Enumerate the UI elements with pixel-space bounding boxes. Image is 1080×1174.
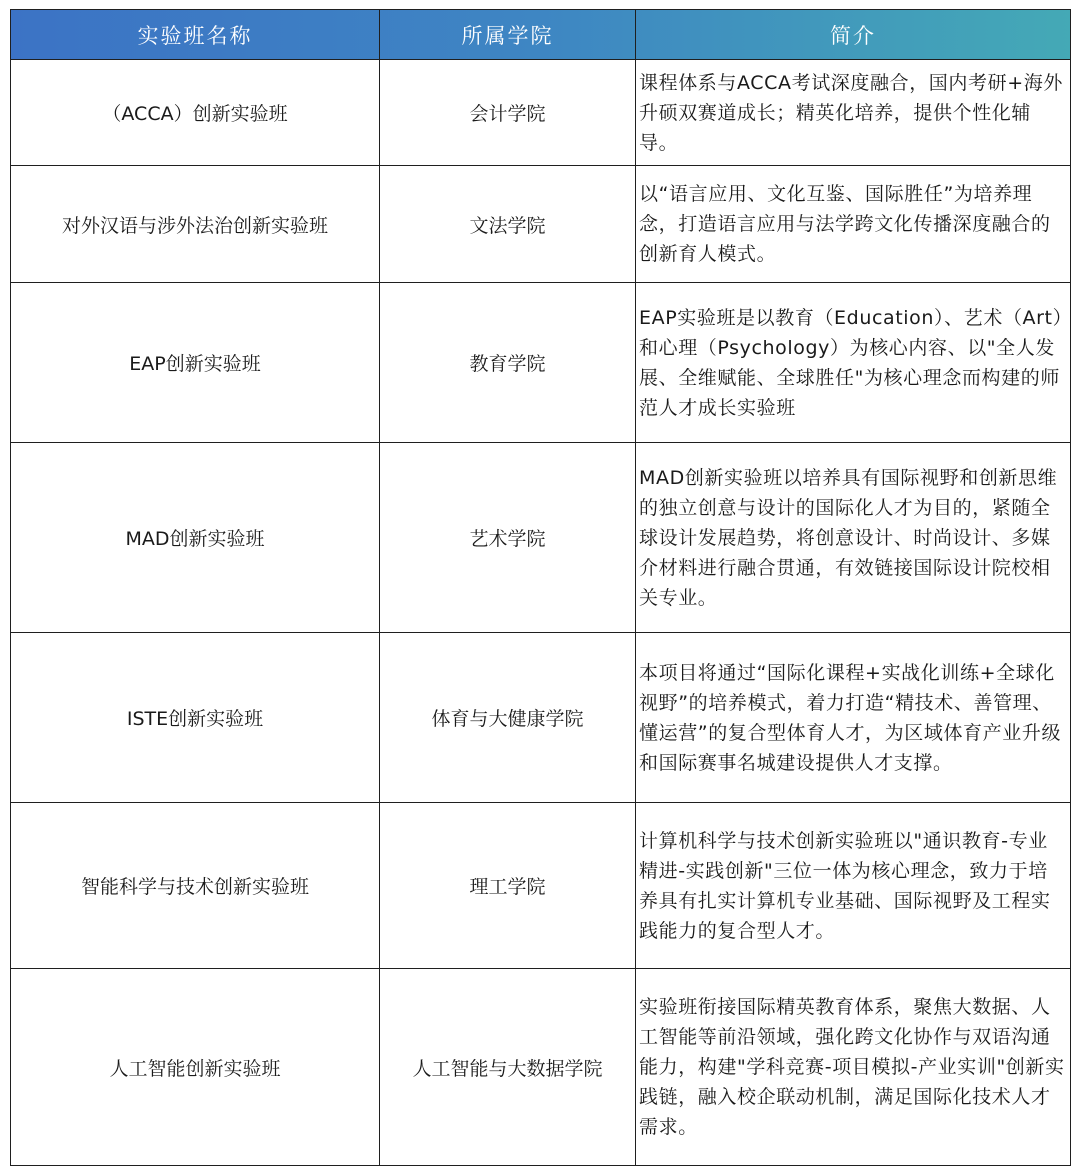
class-name-cell: MAD创新实验班 — [11, 443, 380, 633]
class-name-cell: 对外汉语与涉外法治创新实验班 — [11, 166, 380, 283]
table-row — [11, 803, 1071, 969]
class-name-cell: ISTE创新实验班 — [11, 633, 380, 803]
header-college: 所属学院 — [380, 10, 636, 60]
college-cell: 人工智能与大数据学院 — [380, 969, 636, 1166]
college-cell: 教育学院 — [380, 283, 636, 443]
class-name-cell: （ACCA）创新实验班 — [11, 60, 380, 166]
table-row — [11, 60, 1071, 166]
header-class-name: 实验班名称 — [11, 10, 380, 60]
table-row — [11, 633, 1071, 803]
college-cell: 会计学院 — [380, 60, 636, 166]
class-name-cell: EAP创新实验班 — [11, 283, 380, 443]
intro-cell: 以“语言应用、文化互鉴、国际胜任”为培养理念，打造语言应用与法学跨文化传播深度融合的创新育人模式。 — [636, 166, 1071, 283]
college-cell: 体育与大健康学院 — [380, 633, 636, 803]
table-header-row — [11, 10, 1071, 60]
intro-cell: MAD创新实验班以培养具有国际视野和创新思维的独立创意与设计的国际化人才为目的，紧随全球设计发展趋势，将创意设计、时尚设计、多媒介材料进行融合贯通，有效链接国际设计院校相关专业。 — [636, 443, 1071, 633]
experimental-class-table — [10, 9, 1071, 1166]
intro-cell: 本项目将通过“国际化课程+实战化训练+全球化视野”的培养模式，着力打造“精技术、善管理、懂运营”的复合型体育人才，为区域体育产业升级和国际赛事名城建设提供人才支撑。 — [636, 633, 1071, 803]
intro-cell: 实验班衔接国际精英教育体系，聚焦大数据、人工智能等前沿领域，强化跨文化协作与双语沟通能力，构建"学科竞赛-项目模拟-产业实训"创新实践链，融入校企联动机制，满足国际化技术人才需求。 — [636, 969, 1071, 1166]
class-name-cell: 人工智能创新实验班 — [11, 969, 380, 1166]
college-cell: 文法学院 — [380, 166, 636, 283]
table-row — [11, 166, 1071, 283]
header-intro: 简介 — [636, 10, 1071, 60]
class-name-cell: 智能科学与技术创新实验班 — [11, 803, 380, 969]
intro-cell: 计算机科学与技术创新实验班以"通识教育-专业精进-实践创新"三位一体为核心理念，致力于培养具有扎实计算机专业基础、国际视野及工程实践能力的复合型人才。 — [636, 803, 1071, 969]
table-row — [11, 969, 1071, 1166]
table-row — [11, 443, 1071, 633]
college-cell: 艺术学院 — [380, 443, 636, 633]
table-row — [11, 283, 1071, 443]
college-cell: 理工学院 — [380, 803, 636, 969]
intro-cell: 课程体系与ACCA考试深度融合，国内考研+海外升硕双赛道成长；精英化培养，提供个性化辅导。 — [636, 60, 1071, 166]
intro-cell: EAP实验班是以教育（Education）、艺术（Art）和心理（Psychology）为核心内容、以"全人发展、全维赋能、全球胜任"为核心理念而构建的师范人才成长实验班 — [636, 283, 1071, 443]
